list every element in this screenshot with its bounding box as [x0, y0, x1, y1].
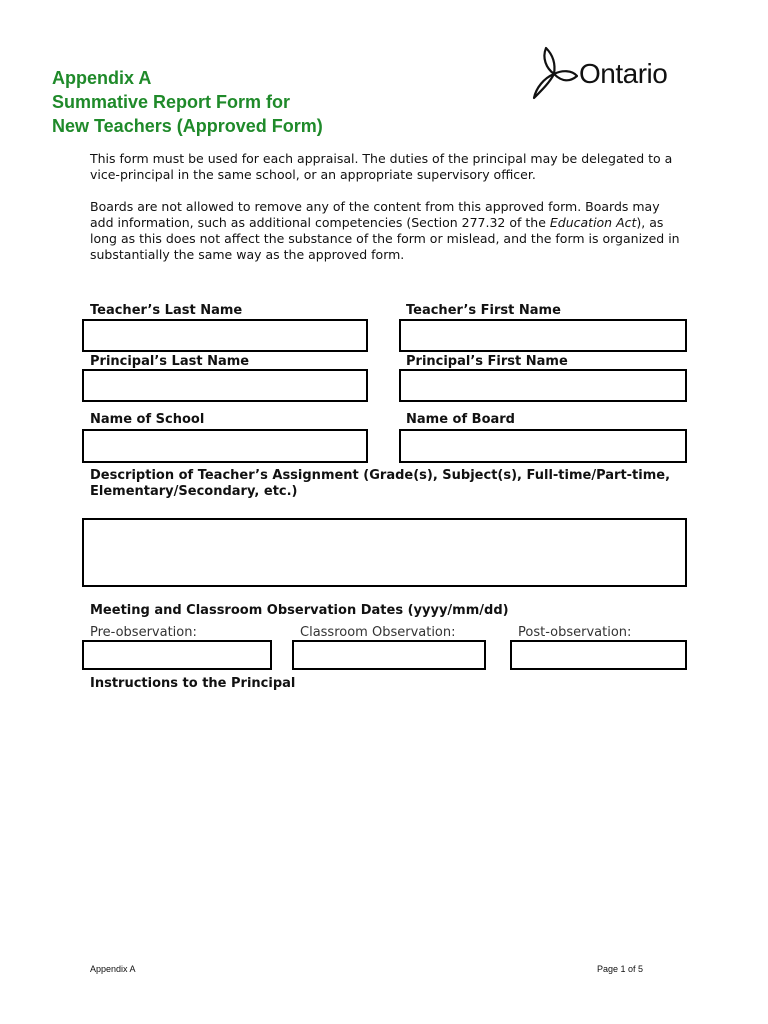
post-observation-date-field[interactable]	[510, 640, 687, 670]
pre-observation-date-field[interactable]	[82, 640, 272, 670]
teacher-last-name-label: Teacher’s Last Name	[90, 303, 243, 318]
intro-paragraph-2-start: Boards are not allowed to remove any of the content from this approved form. Boards may add information, such as additional competencies (Section 277.32 of the	[90, 199, 660, 230]
principal-first-name-label: Principal’s First Name	[406, 354, 568, 369]
intro-paragraph-2	[90, 199, 680, 263]
teacher-first-name-field[interactable]	[399, 319, 687, 352]
title-line-2: Summative Report Form for	[52, 92, 291, 112]
page-number: Page 1 of 5	[597, 964, 644, 974]
assignment-description-label: Description of Teacher’s Assignment (Grade(s), Subject(s), Full-time/Part-time, Elementary/Secondary, etc.)	[90, 468, 671, 499]
pre-observation-label: Pre-observation:	[90, 625, 197, 640]
intro-paragraph-1: This form must be used for each appraisal. The duties of the principal may be delegated to a vice-principal in the same school, or an appropriate supervisory officer.	[90, 151, 673, 182]
teacher-first-name-label: Teacher’s First Name	[406, 303, 561, 318]
ontario-logo	[532, 46, 682, 102]
board-name-label: Name of Board	[406, 412, 515, 427]
school-name-label: Name of School	[90, 412, 205, 427]
board-name-field[interactable]	[399, 429, 687, 463]
title-line-1: Appendix A	[52, 68, 152, 88]
teacher-last-name-field[interactable]	[82, 319, 368, 352]
classroom-observation-label: Classroom Observation:	[300, 625, 456, 640]
classroom-observation-date-field[interactable]	[292, 640, 486, 670]
intro-paragraph-2-end: ), as long as this does not affect the substance of the form or mislead, and the form is organized in substantially the same way as the approved form.	[90, 215, 680, 262]
school-name-field[interactable]	[82, 429, 368, 463]
intro-text	[90, 151, 680, 263]
principal-last-name-field[interactable]	[82, 369, 368, 402]
instructions-heading: Instructions to the Principal	[90, 676, 296, 691]
title-line-3: New Teachers (Approved Form)	[52, 116, 323, 136]
principal-last-name-label: Principal’s Last Name	[90, 354, 250, 369]
logo-wordmark: Ontario	[579, 58, 668, 89]
footer-appendix: Appendix A	[90, 964, 136, 974]
principal-first-name-field[interactable]	[399, 369, 687, 402]
observation-dates-heading: Meeting and Classroom Observation Dates (yyyy/mm/dd)	[90, 603, 509, 618]
post-observation-label: Post-observation:	[518, 625, 632, 640]
trillium-icon	[532, 46, 578, 102]
education-act-reference: Education Act	[549, 215, 637, 230]
assignment-description-field[interactable]	[82, 518, 687, 587]
document-title	[52, 66, 323, 138]
